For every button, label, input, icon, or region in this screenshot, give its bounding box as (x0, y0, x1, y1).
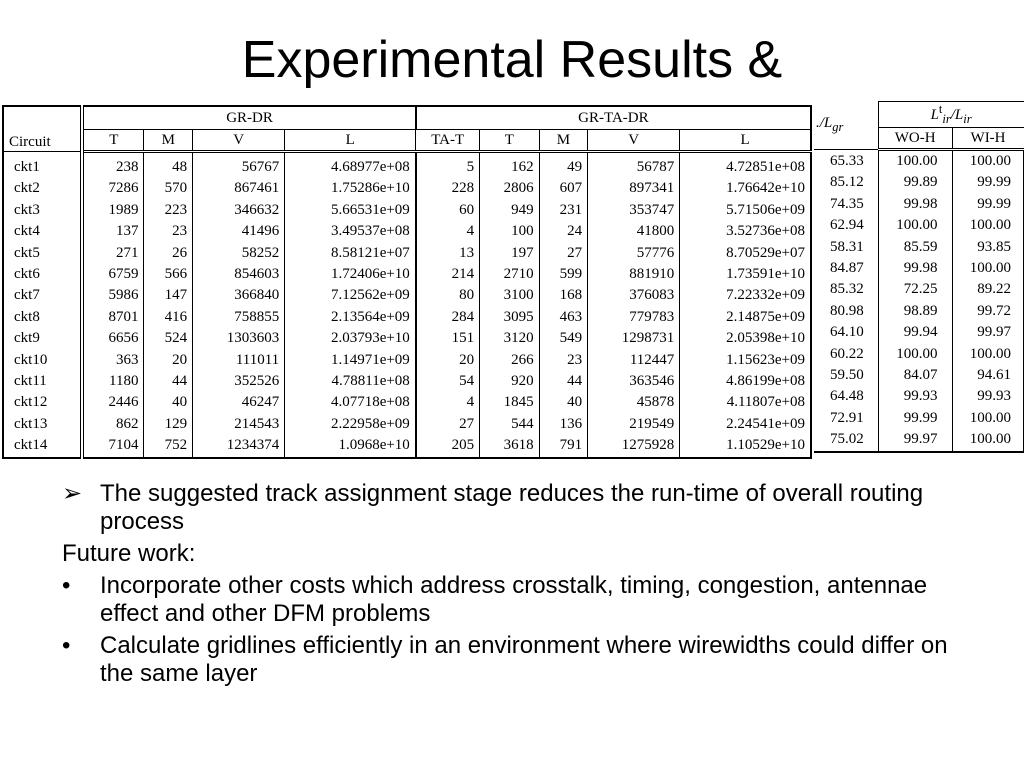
table-cell: 566 (144, 264, 193, 285)
table-cell: 27 (539, 243, 588, 264)
table-cell: 89.22 (952, 279, 1023, 300)
table-cell: 3.52736e+08 (726, 223, 805, 240)
table-cell: 5.71506e+09 (726, 201, 805, 218)
table-cell: 80 (416, 285, 480, 306)
table-cell: 1180 (82, 371, 144, 392)
circuit-name: ckt4 (3, 221, 82, 242)
table-cell: 284 (416, 307, 480, 328)
table-cell: 147 (144, 285, 193, 306)
table-cell: 416 (144, 307, 193, 328)
table-cell: 100.00 (952, 150, 1023, 173)
table-cell: 3100 (480, 285, 539, 306)
table-row (814, 237, 1024, 258)
wi-h-header: WI-H (952, 128, 1023, 150)
table-cell: 2.24541e+09 (726, 415, 805, 432)
circuit-name: ckt8 (3, 307, 82, 328)
table-cell: 4.11807e+08 (726, 394, 805, 411)
table-cell: 6759 (82, 264, 144, 285)
table-cell: 8701 (82, 307, 144, 328)
table-cell: 58252 (193, 243, 285, 264)
ratio-sup: t (938, 102, 943, 116)
table-cell: 100.00 (878, 344, 952, 365)
table-row (814, 258, 1024, 279)
table-cell: 197 (480, 243, 539, 264)
table-cell: 1.10529e+10 (726, 437, 805, 454)
table-cell: 1.14971e+09 (285, 350, 416, 371)
dot-bullet-icon: • (62, 632, 71, 659)
table-cell: 214543 (193, 414, 285, 435)
table-cell: 46247 (193, 392, 285, 413)
table-cell: 151 (416, 328, 480, 349)
table-cell: 13 (416, 243, 480, 264)
table-cell: 99.98 (878, 194, 952, 215)
circuit-name: ckt9 (3, 328, 82, 349)
table-cell: 752 (144, 435, 193, 457)
table-cell: 1275928 (588, 435, 680, 457)
circuit-name: ckt5 (3, 243, 82, 264)
table-row (814, 344, 1024, 365)
table-cell: 1989 (82, 200, 144, 221)
bullet-text: Calculate gridlines efficiently in an environment where wirewidths could differ on the same layer (100, 632, 948, 687)
column-header: M (144, 130, 193, 152)
table-cell: 99.93 (878, 386, 952, 407)
table-cell: 2.22958e+09 (285, 414, 416, 435)
column-header: TA-T (416, 130, 480, 152)
table-cell: 214 (416, 264, 480, 285)
table-cell: 920 (480, 371, 539, 392)
table-cell: 5 (416, 152, 480, 179)
table-row (814, 279, 1024, 300)
lgr-header-sub: gr (832, 120, 844, 135)
table-cell: 1.76642e+10 (726, 180, 805, 197)
table-cell: 80.98 (814, 301, 878, 322)
table-cell: 363 (82, 350, 144, 371)
table-cell: 1.72406e+10 (285, 264, 416, 285)
table-row (814, 215, 1024, 236)
table-cell: 881910 (588, 264, 680, 285)
table-cell: 60 (416, 200, 480, 221)
table-cell: 64.10 (814, 322, 878, 343)
table-row (814, 365, 1024, 386)
table-row (3, 307, 811, 328)
table-cell: 4 (416, 392, 480, 413)
table-cell: 949 (480, 200, 539, 221)
table-cell: 100.00 (952, 258, 1023, 279)
table-row (814, 194, 1024, 215)
table-cell: 98.89 (878, 301, 952, 322)
table-cell: 65.33 (814, 150, 878, 173)
table-cell: 266 (480, 350, 539, 371)
lgr-header-main: ./L (816, 115, 833, 132)
table-row (814, 408, 1024, 429)
table-cell: 4.72851e+08 (726, 159, 805, 175)
table-row (3, 264, 811, 285)
table-row (3, 414, 811, 435)
circuit-name: ckt3 (3, 200, 82, 221)
column-header: V (588, 130, 680, 152)
table-cell: 94.61 (952, 365, 1023, 386)
table-cell: 352526 (193, 371, 285, 392)
table-cell: 41496 (193, 221, 285, 242)
table-cell: 544 (480, 414, 539, 435)
table-cell: 99.89 (878, 172, 952, 193)
table-cell: 72.91 (814, 408, 878, 429)
table-cell: 3095 (480, 307, 539, 328)
column-header: V (193, 130, 285, 152)
table-cell: 867461 (193, 178, 285, 199)
table-row (814, 150, 1024, 173)
circuit-header: Circuit (3, 106, 82, 152)
table-cell: 84.87 (814, 258, 878, 279)
table-cell: 100.00 (952, 408, 1023, 429)
table-cell: 48 (144, 152, 193, 179)
ratio-l: L (930, 107, 939, 123)
table-cell: 8.58121e+07 (285, 243, 416, 264)
table-cell: 4.78811e+08 (285, 371, 416, 392)
bullet-text: The suggested track assignment stage reduces the run-time of overall routing process (100, 480, 924, 535)
ratio-den: /L (950, 107, 964, 123)
table-cell: 1.73591e+10 (726, 266, 805, 283)
bullet-text: Incorporate other costs which address crosstalk, timing, congestion, antennae effect and other DFM problems (100, 572, 928, 627)
ratio-table (814, 101, 1024, 453)
table-cell: 40 (144, 392, 193, 413)
table-cell: 549 (539, 328, 588, 349)
column-header: M (539, 130, 588, 152)
table-cell: 75.02 (814, 429, 878, 451)
table-cell: 20 (144, 350, 193, 371)
table-cell: 99.98 (878, 258, 952, 279)
table-cell: 758855 (193, 307, 285, 328)
table-cell: 219549 (588, 414, 680, 435)
table-cell: 6656 (82, 328, 144, 349)
table-row (3, 200, 811, 221)
table-cell: 897341 (588, 178, 680, 199)
circuit-name: ckt6 (3, 264, 82, 285)
results-table-body (3, 152, 811, 458)
table-cell: 607 (539, 178, 588, 199)
table-cell: 112447 (588, 350, 680, 371)
arrow-bullet-icon: ➢ (62, 480, 83, 507)
table-cell: 60.22 (814, 344, 878, 365)
table-cell: 45878 (588, 392, 680, 413)
table-cell: 353747 (588, 200, 680, 221)
lir-ratio-header (878, 102, 1023, 128)
table-cell: 1.0968e+10 (285, 435, 416, 457)
table-cell: 3.49537e+08 (285, 221, 416, 242)
table-cell: 2446 (82, 392, 144, 413)
group-header-gr-ta-dr: GR-TA-DR (416, 106, 811, 130)
table-cell: 84.07 (878, 365, 952, 386)
table-cell: 57776 (588, 243, 680, 264)
bullet-item (62, 480, 982, 536)
table-cell: 99.93 (952, 386, 1023, 407)
table-cell: 99.99 (878, 408, 952, 429)
table-cell: 7286 (82, 178, 144, 199)
table-cell: 26 (144, 243, 193, 264)
wo-h-header: WO-H (878, 128, 952, 150)
table-cell: 1845 (480, 392, 539, 413)
column-header-row (3, 130, 811, 152)
table-cell: 5.66531e+09 (285, 200, 416, 221)
table-cell: 791 (539, 435, 588, 457)
table-cell: 129 (144, 414, 193, 435)
bullet-item (62, 632, 982, 688)
table-row (814, 322, 1024, 343)
table-cell: 41800 (588, 221, 680, 242)
table-cell: 2710 (480, 264, 539, 285)
table-cell: 376083 (588, 285, 680, 306)
table-cell: 20 (416, 350, 480, 371)
ratio-den-sub: ir (963, 112, 972, 126)
circuit-name: ckt10 (3, 350, 82, 371)
table-cell: 56767 (193, 152, 285, 179)
table-cell: 62.94 (814, 215, 878, 236)
group-header-row (3, 106, 811, 130)
table-cell: 854603 (193, 264, 285, 285)
circuit-name: ckt12 (3, 392, 82, 413)
table-cell: 72.25 (878, 279, 952, 300)
table-row (814, 386, 1024, 407)
circuit-name: ckt7 (3, 285, 82, 306)
table-cell: 40 (539, 392, 588, 413)
table-cell: 23 (539, 350, 588, 371)
table-cell: 58.31 (814, 237, 878, 258)
column-header: L (285, 130, 416, 152)
table-row (3, 152, 811, 179)
table-cell: 100.00 (878, 215, 952, 236)
table-cell: 44 (144, 371, 193, 392)
table-row (3, 221, 811, 242)
table-cell: 346632 (193, 200, 285, 221)
table-row (3, 371, 811, 392)
table-cell: 8.70529e+07 (726, 244, 805, 261)
table-cell: 99.99 (952, 172, 1023, 193)
table-cell: 100.00 (952, 215, 1023, 236)
circuit-name: ckt11 (3, 371, 82, 392)
table-cell: 100.00 (952, 344, 1023, 365)
table-cell: 85.32 (814, 279, 878, 300)
table-cell: 168 (539, 285, 588, 306)
circuit-name: ckt1 (3, 152, 82, 179)
table-row (3, 350, 811, 371)
table-cell: 2.13564e+09 (285, 307, 416, 328)
circuit-name: ckt2 (3, 178, 82, 199)
table-cell: 463 (539, 307, 588, 328)
table-cell: 2.05398e+10 (726, 330, 805, 347)
table-cell: 74.35 (814, 194, 878, 215)
table-cell: 4.86199e+08 (726, 373, 805, 390)
table-cell: 228 (416, 178, 480, 199)
table-cell: 27 (416, 414, 480, 435)
circuit-name: ckt13 (3, 414, 82, 435)
table-cell: 1234374 (193, 435, 285, 457)
table-cell: 49 (539, 152, 588, 179)
table-cell: 99.97 (878, 429, 952, 451)
table-cell: 3618 (480, 435, 539, 457)
table-row (814, 429, 1024, 451)
table-cell: 238 (82, 152, 144, 179)
table-row (3, 285, 811, 306)
table-cell: 100.00 (878, 150, 952, 173)
lgr-header (814, 102, 878, 150)
table-cell: 231 (539, 200, 588, 221)
table-cell: 137 (82, 221, 144, 242)
table-cell: 100.00 (952, 429, 1023, 451)
table-cell: 366840 (193, 285, 285, 306)
table-cell: 862 (82, 414, 144, 435)
table-cell: 205 (416, 435, 480, 457)
table-cell: 363546 (588, 371, 680, 392)
table-cell: 2.14875e+09 (726, 308, 805, 325)
table-row (814, 301, 1024, 322)
table-cell: 99.94 (878, 322, 952, 343)
table-cell: 524 (144, 328, 193, 349)
table-cell: 570 (144, 178, 193, 199)
future-work-heading: Future work: (62, 540, 196, 567)
table-cell: 54 (416, 371, 480, 392)
table-cell: 223 (144, 200, 193, 221)
bullet-item (62, 572, 982, 628)
table-cell: 24 (539, 221, 588, 242)
table-cell: 1.15623e+09 (726, 351, 805, 368)
table-cell: 3120 (480, 328, 539, 349)
table-row (814, 172, 1024, 193)
table-cell: 2.03793e+10 (285, 328, 416, 349)
table-cell: 599 (539, 264, 588, 285)
table-cell: 779783 (588, 307, 680, 328)
table-row (3, 243, 811, 264)
table-cell: 7.22332e+09 (726, 287, 805, 304)
table-cell: 44 (539, 371, 588, 392)
bullet-list (62, 480, 982, 692)
table-cell: 99.72 (952, 301, 1023, 322)
dot-bullet-icon: • (62, 572, 71, 599)
table-cell: 1303603 (193, 328, 285, 349)
table-cell: 7104 (82, 435, 144, 457)
ratio-sub: ir (942, 112, 951, 126)
table-cell: 136 (539, 414, 588, 435)
table-cell: 2806 (480, 178, 539, 199)
table-cell: 59.50 (814, 365, 878, 386)
table-cell: 85.12 (814, 172, 878, 193)
table-row (3, 328, 811, 349)
table-cell: 56787 (588, 152, 680, 179)
table-cell: 93.85 (952, 237, 1023, 258)
table-cell: 100 (480, 221, 539, 242)
column-header: L (680, 130, 811, 152)
ratio-header-row (814, 102, 1024, 128)
table-cell: 99.97 (952, 322, 1023, 343)
ratio-table-body (814, 150, 1024, 452)
table-cell: 4 (416, 221, 480, 242)
table-cell: 1298731 (588, 328, 680, 349)
group-header-gr-dr: GR-DR (82, 106, 416, 130)
table-row (3, 178, 811, 199)
table-cell: 23 (144, 221, 193, 242)
table-cell: 85.59 (878, 237, 952, 258)
column-header: T (480, 130, 539, 152)
table-cell: 162 (480, 152, 539, 179)
slide-title: Experimental Results & (241, 31, 783, 89)
table-cell: 111011 (193, 350, 285, 371)
table-cell: 7.12562e+09 (285, 285, 416, 306)
column-header: T (82, 130, 144, 152)
table-cell: 4.68977e+08 (285, 152, 416, 179)
table-row (3, 435, 811, 457)
table-cell: 64.48 (814, 386, 878, 407)
results-table (2, 105, 812, 459)
circuit-name: ckt14 (3, 435, 82, 457)
table-cell: 271 (82, 243, 144, 264)
table-cell: 99.99 (952, 194, 1023, 215)
table-cell: 5986 (82, 285, 144, 306)
table-row (3, 392, 811, 413)
table-cell: 1.75286e+10 (285, 178, 416, 199)
table-cell: 4.07718e+08 (285, 392, 416, 413)
